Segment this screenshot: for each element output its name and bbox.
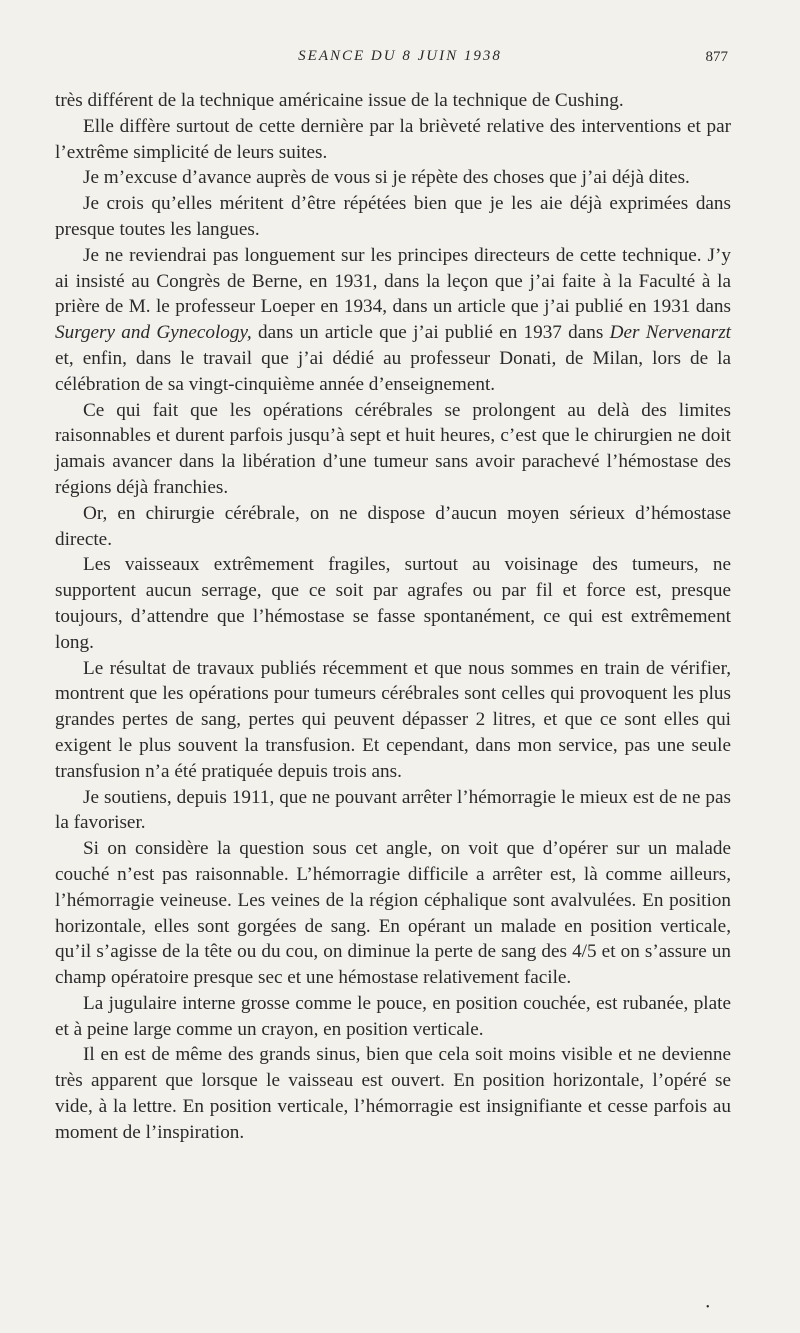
page-mark: • bbox=[706, 1302, 710, 1313]
paragraph: Je crois qu’elles méritent d’être répétées bien que je les aie déjà exprimées dans presque toutes les langues. bbox=[55, 193, 731, 240]
paragraph-text: Je ne reviendrai pas longuement sur les principes directeurs de cette technique. J’y ai insisté au Congrès de Berne, en 1931, dans la leçon que j’ai faite à la Faculté à la prière de M. le professeur Loeper en 1934, dans un article que j’ai publié en 1931 dans bbox=[55, 244, 731, 318]
page-header bbox=[0, 48, 800, 72]
paragraph: Les vaisseaux extrêmement fragiles, surtout au voisinage des tumeurs, ne supportent aucun serrage, que ce soit par agrafes ou par fil et force est, presque toujours, d’attendre que l’hémostase se fasse spontanément, ce qui est extrêmement long. bbox=[55, 554, 731, 653]
paragraph: Si on considère la question sous cet angle, on voit que d’opérer sur un malade couché n’est pas raisonnable. L’hémorragie difficile a arrêter est, là comme ailleurs, l’hémorragie veineuse. Les veines de la région céphalique sont avalvulées. En position horizontale, elles sont gorgées de sang. En opérant un malade en position verticale, qu’il s’agisse de la tête ou du cou, on diminue la perte de sang des 4/5 et on s’assure un champ opératoire presque sec et une hémostase relativement facile. bbox=[55, 838, 731, 989]
page-number: 877 bbox=[705, 49, 728, 65]
paragraph: Il en est de même des grands sinus, bien que cela soit moins visible et ne devienne très apparent que lorsque le vaisseau est ouvert. En position horizontale, l’opéré se vide, à la lettre. En position verticale, l’hémorragie est insignifiante et cesse parfois au moment de l’inspiration. bbox=[55, 1044, 731, 1143]
body-text bbox=[55, 88, 731, 1146]
paragraph: Ce qui fait que les opérations cérébrales se prolongent au delà des limites raisonnables et durent parfois jusqu’à sept et huit heures, c’est que le chirurgien ne doit jamais avancer dans la libération d’une tumeur sans avoir parachevé l’hémostase des régions déjà franchies. bbox=[55, 399, 731, 498]
journal-title: Surgery and Gynecology, bbox=[55, 322, 252, 344]
paragraph: Or, en chirurgie cérébrale, on ne dispose d’aucun moyen sérieux d’hémostase directe. bbox=[55, 502, 731, 550]
paragraph: Elle diffère surtout de cette dernière par la brièveté relative des interventions et par l’extrême simplicité de leurs suites. bbox=[55, 115, 731, 163]
paragraph-text: dans un article que j’ai publié en 1937 dans bbox=[251, 322, 610, 344]
paragraph-text: et, enfin, dans le travail que j’ai dédié au professeur Donati, de Milan, lors de la célébration de sa vingt-cinquième année d’enseignement. bbox=[55, 347, 731, 395]
paragraph: Je soutiens, depuis 1911, que ne pouvant arrêter l’hémorragie le mieux est de ne pas la favoriser. bbox=[55, 786, 731, 834]
paragraph-references bbox=[55, 243, 731, 398]
paragraph: Le résultat de travaux publiés récemment et que nous sommes en train de vérifier, montrent que les opérations pour tumeurs cérébrales sont celles qui provoquent les plus grandes pertes de sang, pertes qui peuvent dépasser 2 litres, et que ce sont elles qui exigent le plus souvent la transfusion. Et cependant, dans mon service, pas une seule transfusion n’a été pratiquée depuis trois ans. bbox=[55, 657, 731, 782]
paragraph: La jugulaire interne grosse comme le pouce, en position couchée, est rubanée, plate et à peine large comme un crayon, en position verticale. bbox=[55, 992, 731, 1040]
running-title: SEANCE DU 8 JUIN 1938 bbox=[298, 48, 502, 64]
paragraph: très différent de la technique américaine issue de la technique de Cushing. bbox=[55, 90, 624, 111]
journal-title: Der Nervenarzt bbox=[609, 322, 732, 344]
paragraph: Je m’excuse d’avance auprès de vous si je répète des choses que j’ai déjà dites. bbox=[83, 167, 690, 189]
